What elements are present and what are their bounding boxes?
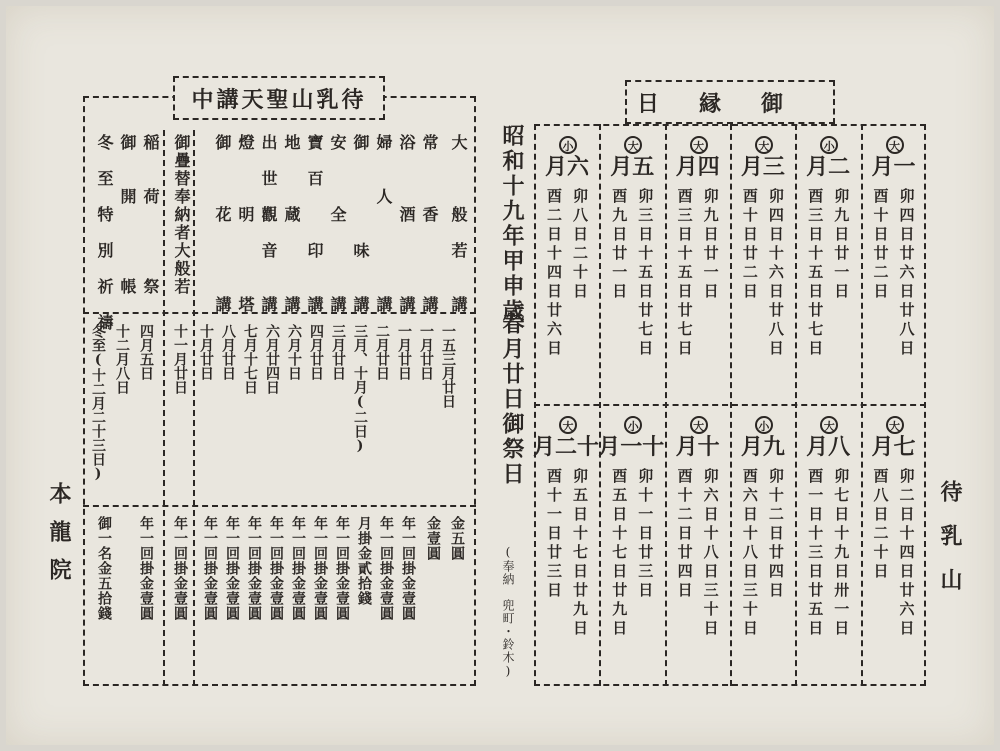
month-size-badge: 大: [820, 416, 838, 434]
month-day-columns: [737, 468, 789, 639]
month-name: 十二月: [532, 434, 599, 460]
month-size-badge: 大: [886, 416, 904, 434]
calendar-month: [600, 128, 664, 398]
day-column: 卯六日十八日三十日: [701, 468, 720, 639]
left-header-col: 燈 明 塔: [236, 134, 255, 314]
center-festival: 春月廿日御祭日: [499, 312, 525, 487]
month-day-columns: [737, 188, 789, 359]
calendar-month: [535, 128, 599, 398]
day-column: 酉三日十五日廿七日: [675, 188, 694, 359]
left-fee-col: 年一回掛金壹圓: [172, 516, 188, 621]
month-size-badge: 大: [624, 136, 642, 154]
day-column: 酉一日十三日廿五日: [806, 468, 825, 639]
temple-name: 本龍院: [46, 482, 72, 596]
month-name: 七月: [871, 434, 916, 460]
day-column: 酉五日十七日廿九日: [610, 468, 629, 639]
day-column: 酉三日十五日廿七日: [806, 188, 825, 359]
left-fee-col: 金五圓: [449, 516, 465, 561]
calendar-month: [862, 408, 926, 678]
day-column: 酉九日廿一日: [610, 188, 629, 302]
month-size-badge: 小: [559, 136, 577, 154]
left-header-col: 大 般 若 講: [449, 134, 468, 314]
day-column: 卯三日十五日廿七日: [636, 188, 655, 359]
left-date-col: 二月廿日: [374, 324, 390, 380]
left-fee-col: 年一回掛金壹圓: [202, 516, 218, 621]
day-column: 卯二日十四日廿六日: [897, 468, 916, 639]
day-column: 卯五日十七日廿九日: [571, 468, 589, 639]
calendar-month: [796, 128, 860, 398]
day-column: 酉八日二十日: [871, 468, 890, 582]
month-day-columns: [672, 188, 724, 359]
left-header-col: 冬 至 特 別 祈 禱: [95, 134, 114, 332]
month-day-columns: [541, 188, 593, 359]
month-name: 九月: [740, 434, 785, 460]
month-size-badge: 大: [690, 136, 708, 154]
left-fee-col: 年一回掛金壹圓: [400, 516, 416, 621]
left-date-col: 三月、十月(二日): [352, 324, 368, 454]
calendar-month: [666, 128, 730, 398]
month-day-columns: [868, 188, 920, 359]
left-divider-2: [83, 505, 476, 507]
left-header-col: 稲 荷 祭: [141, 134, 160, 296]
month-name: 五月: [610, 154, 655, 180]
left-divider-1: [83, 312, 476, 314]
left-header-col: 御 味 講: [351, 134, 370, 314]
left-header-col: 地 蔵 講: [282, 134, 301, 314]
left-date-col: 四月五日: [138, 324, 154, 380]
left-fee-col: 年一回掛金壹圓: [246, 516, 262, 621]
left-date-col: 一月廿日: [396, 324, 412, 380]
day-column: 卯十二日廿四日: [766, 468, 785, 601]
day-column: 酉六日十八日三十日: [740, 468, 759, 639]
left-fee-col: 月掛金貳拾錢: [356, 516, 372, 606]
day-column: 酉十日廿二日: [740, 188, 759, 302]
left-header-col: 御 花 講: [213, 134, 232, 314]
day-column: 卯九日廿一日: [701, 188, 720, 302]
month-size-badge: 大: [690, 416, 708, 434]
left-fee-col: 年一回掛金壹圓: [268, 516, 284, 621]
left-header-col: 婦 人 講: [374, 134, 393, 314]
calendar-month: [731, 128, 795, 398]
left-title-text: 待乳山聖天講中: [191, 86, 367, 113]
left-date-col: 三月廿日: [330, 324, 346, 380]
month-name: 三月: [740, 154, 785, 180]
calendar-month: [796, 408, 860, 678]
center-note: (奉納 兜町・鈴木): [501, 545, 515, 679]
month-name: 二月: [806, 154, 851, 180]
left-date-col: 一五三月廿日: [440, 324, 456, 408]
left-fee-col: 年一回掛金壹圓: [224, 516, 240, 621]
month-size-badge: 大: [755, 136, 773, 154]
day-column: 卯九日廿一日: [832, 188, 851, 302]
day-column: 卯十一日廿三日: [636, 468, 655, 601]
left-fee-col: 御一名金五拾錢: [96, 516, 112, 621]
calendar-month: [600, 408, 664, 678]
month-name: 六月: [544, 154, 589, 180]
month-name: 十月: [675, 434, 720, 460]
left-date-col: 六月廿四日: [264, 324, 280, 394]
left-header-col: 出 世 觀 音 講: [259, 134, 278, 314]
calendar-month: [532, 408, 599, 678]
left-title: [173, 76, 385, 120]
right-title-text: 御縁日: [636, 90, 823, 117]
month-size-badge: 小: [755, 416, 773, 434]
month-size-badge: 小: [820, 136, 838, 154]
left-date-col: 十一月廿日: [172, 324, 188, 394]
day-column: 酉十二日廿四日: [675, 468, 694, 601]
left-fee-col: 年一回掛金壹圓: [138, 516, 154, 621]
left-fee-col: 金壹圓: [425, 516, 441, 561]
month-day-columns: [802, 468, 854, 639]
left-col-divider-2: [163, 130, 165, 686]
left-date-col: 八月廿日: [220, 324, 236, 380]
left-date-col: 十月廿日: [198, 324, 214, 380]
month-name: 八月: [806, 434, 851, 460]
left-fee-col: 年一回掛金壹圓: [312, 516, 328, 621]
left-header-col: 安 全 講: [328, 134, 347, 314]
month-name: 一月: [871, 154, 916, 180]
left-date-col: 六月十日: [286, 324, 302, 380]
left-date-col: 冬至(十二月二十三日): [90, 324, 106, 482]
left-header-col: 御疊替奉納者大般若: [172, 134, 191, 296]
left-header-col: 御 開 帳: [118, 134, 137, 296]
month-day-columns: [606, 468, 658, 639]
left-header-col: 寶 百 印 講: [305, 134, 324, 314]
calendar-month: [666, 408, 730, 678]
month-size-badge: 大: [886, 136, 904, 154]
calendar-month: [862, 128, 926, 398]
left-date-col: 十二月八日: [114, 324, 130, 394]
day-column: 酉十一日廿三日: [545, 468, 563, 601]
month-day-columns: [672, 468, 724, 639]
left-header-col: 常 香 講: [420, 134, 439, 314]
month-name: 四月: [675, 154, 720, 180]
left-date-col: 七月十七日: [242, 324, 258, 394]
calendar-month: [731, 408, 795, 678]
month-size-badge: 大: [559, 416, 577, 434]
left-fee-col: 年一回掛金壹圓: [290, 516, 306, 621]
left-header-col: 浴 酒 講: [397, 134, 416, 314]
right-side-label: 待乳山: [937, 480, 963, 612]
month-size-badge: 小: [624, 416, 642, 434]
month-day-columns: [802, 188, 854, 359]
right-title: [625, 80, 835, 124]
left-fee-col: 年一回掛金壹圓: [334, 516, 350, 621]
day-column: 卯八日二十日: [571, 188, 589, 302]
left-date-col: 一月廿日: [418, 324, 434, 380]
center-year: 昭和十九年甲申歳: [499, 124, 525, 324]
month-day-columns: [606, 188, 658, 359]
day-column: 酉十日廿二日: [871, 188, 890, 302]
left-date-col: 四月廿日: [308, 324, 324, 380]
left-col-divider: [193, 130, 195, 686]
day-column: 卯四日十六日廿八日: [766, 188, 785, 359]
month-day-columns: [541, 468, 593, 639]
day-column: 卯七日十九日卅一日: [832, 468, 851, 639]
day-column: 卯四日廿六日廿八日: [897, 188, 916, 359]
left-fee-col: 年一回掛金壹圓: [378, 516, 394, 621]
month-day-columns: [868, 468, 920, 639]
day-column: 酉二日十四日廿六日: [545, 188, 563, 359]
month-name: 十一月: [598, 434, 665, 460]
